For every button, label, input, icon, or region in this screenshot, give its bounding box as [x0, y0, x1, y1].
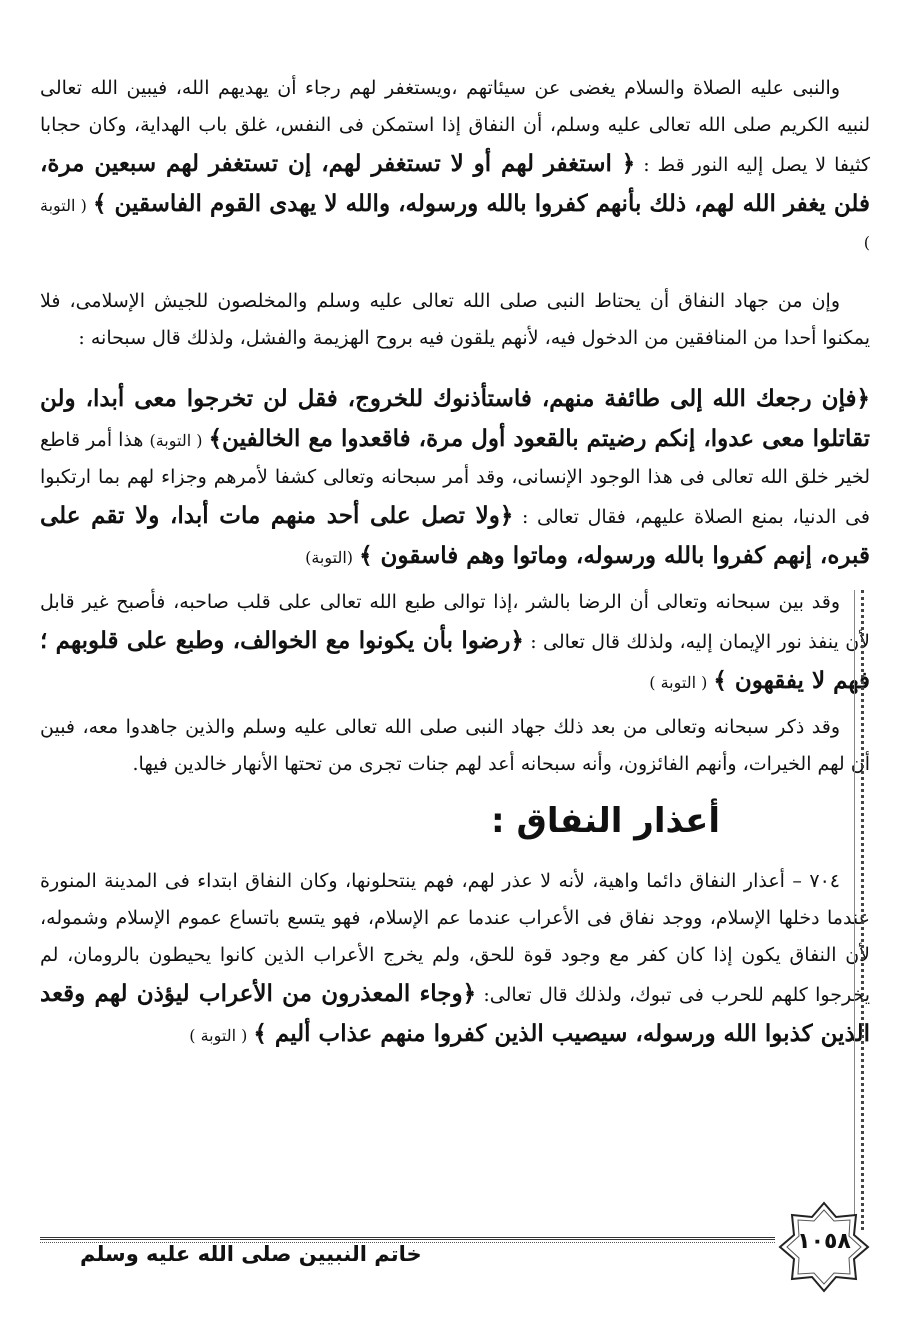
paragraph-4-quran: ﴿رضوا بأن يكونوا مع الخوالف، وطبع على قلوبهم ؛ فهم لا يفقهون ﴾	[40, 627, 870, 694]
paragraph-2-text: وإن من جهاد النفاق أن يحتاط النبى صلى الله تعالى عليه وسلم والمخلصون للجيش الإسلامى، فلا يمكنوا أحدا من المنافقين من الدخول فيه، لأنهم يلقون فيه بروح الهزيمة والفشل، ولذلك قال سبحانه :	[40, 290, 870, 349]
section-paragraph-ref: ( التوبة )	[189, 1026, 248, 1045]
page-content	[40, 70, 870, 1310]
paragraph-5-text: وقد ذكر سبحانه وتعالى من بعد ذلك جهاد النبى صلى الله تعالى عليه وسلم والذين جاهدوا معه، فبين أن لهم الخيرات، وأنهم الفائزون، وأنه سبحانه أعد لهم جنات تجرى من تحتها الأنهار خالدين فيها.	[40, 716, 870, 775]
paragraph-3-ref-2: (التوبة)	[305, 548, 354, 567]
paragraph-3	[40, 379, 870, 576]
paragraph-4-ref: ( التوبة )	[649, 673, 708, 692]
paragraph-3-ref: ( التوبة)	[149, 431, 203, 450]
paragraph-4	[40, 584, 870, 701]
paragraph-1-ref: ( التوبة )	[40, 196, 870, 252]
paragraph-3-quran-2: ﴿ولا تصل على أحد منهم مات أبدا، ولا تقم على قبره، إنهم كفروا بالله ورسوله، وماتوا وهم فاسقون ﴾	[40, 502, 870, 569]
paragraph-3-text: هذا أمر قاطع لخير خلق الله تعالى فى هذا الوجود الإنسانى، وقد أمر سبحانه وتعالى كشفا لأمرهم وجزاء لهم بما ارتكبوا فى الدنيا، بمنع الصلاة عليهم، فقال تعالى :	[40, 429, 870, 528]
section-paragraph-text: ٧٠٤ – أعذار النفاق دائما واهية، لأنه لا عذر لهم، فهم ينتحلونها، وكان النفاق ابتداء فى المدينة المنورة عندما دخلها الإسلام، ووجد نفاق فى الأعراب عندما عم الإسلام، فهو يتسع باتساع عموم الإسلام وشموله، لأن النفاق يكون إذا كان كفر مع وجود قوة للحق، ولم يخرج الأعراب الذين كانوا يحيطون بالرومان، لم يخرجوا كلهم للحرب فى تبوك، ولذلك قال تعالى:	[40, 870, 870, 1006]
paragraph-1-quran: ﴿ استغفر لهم أو لا تستغفر لهم، إن تستغفر لهم سبعين مرة، فلن يغفر الله لهم، ذلك بأنهم كفروا بالله ورسوله، والله لا يهدى القوم الفاسقين ﴾	[40, 150, 871, 217]
paragraph-1-text: والنبى عليه الصلاة والسلام يغضى عن سيئاتهم ،ويستغفر لهم رجاء أن يهديهم الله، فيبين الله تعالى لنبيه الكريم صلى الله تعالى عليه وسلم، أن النفاق إذا استمكن فى النفس، غلق باب الهداية، وكان حجابا كثيفا لا يصل إليه النور قط :	[40, 77, 870, 176]
section-paragraph	[40, 863, 870, 1054]
paragraph-5	[40, 709, 870, 783]
section-heading: أعذار النفاق :	[491, 801, 720, 841]
page-number: ١٠٥٨	[797, 1229, 851, 1254]
paragraph-1	[40, 70, 870, 261]
paragraph-4-text: وقد بين سبحانه وتعالى أن الرضا بالشر ،إذا توالى طبع الله تعالى على قلب صاحبه، فأصبح غير قابل لأن ينفذ نور الإيمان إليه، ولذلك قال تعالى :	[40, 591, 870, 653]
separator	[40, 365, 870, 379]
margin-decoration	[854, 590, 864, 1230]
footer-book-title: خاتم النبيين صلى الله عليه وسلم	[80, 1242, 422, 1266]
paragraph-2	[40, 283, 870, 357]
section-paragraph-quran: ﴿وجاء المعذرون من الأعراب ليؤذن لهم وقعد الذين كذبوا الله ورسوله، سيصيب الذين كفروا منهم عذاب أليم ﴾	[40, 980, 870, 1047]
page-footer	[40, 1215, 870, 1285]
separator	[40, 269, 870, 283]
paragraph-3-quran: ﴿فإن رجعك الله إلى طائفة منهم، فاستأذنوك للخروج، فقل لن تخرجوا معى أبدا، ولن تقاتلوا معى عدوا، إنكم رضيتم بالقعود أول مرة، فاقعدوا مع الخالفين﴾	[40, 385, 871, 452]
body-text	[40, 70, 870, 1054]
footer-rule	[40, 1237, 775, 1240]
section-heading-row	[40, 793, 870, 849]
